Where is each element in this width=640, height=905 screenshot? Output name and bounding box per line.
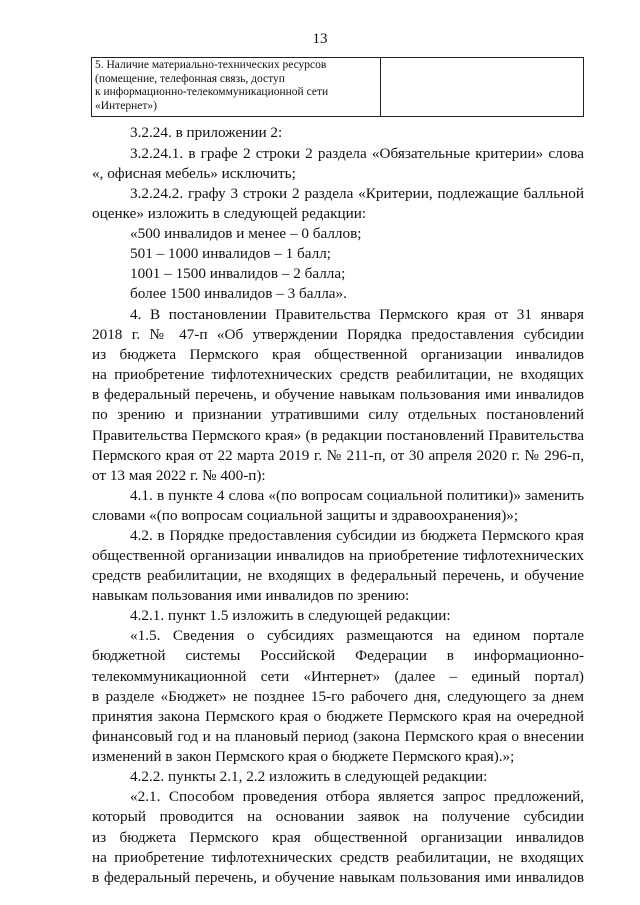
paragraph-line: 1001 – 1500 инвалидов – 2 балла; [130, 265, 346, 282]
paragraph-line: 4. В постановлении Правительства Пермского края от 31 января [130, 306, 584, 323]
paragraph-line: «1.5. Сведения о субсидиях размещаются на едином портале [130, 627, 584, 644]
paragraph-line: 501 – 1000 инвалидов – 1 балл; [130, 245, 331, 262]
paragraph-line: 3.2.24.1. в графе 2 строки 2 раздела «Обязательные критерии» слова [130, 145, 584, 162]
paragraph-line: 4.1. в пункте 4 слова «(по вопросам социальной политики)» заменить [130, 487, 584, 504]
table-cell-line: «Интернет») [95, 99, 157, 112]
table-cell-line: 5. Наличие материально-технических ресурсов [95, 59, 327, 71]
paragraph-line: в разделе «Бюджет» не позднее 15-го рабочего дня, следующего за днем [92, 688, 584, 705]
paragraph-line: «500 инвалидов и менее – 0 баллов; [130, 225, 362, 242]
paragraph-line: средств реабилитации, не входящих в федеральный перечень, и обучение [92, 567, 584, 584]
paragraph-line: навыкам пользования ими инвалидов по зрению: [92, 587, 410, 604]
table-cell-line: к информационно-телекоммуникационной сети [95, 86, 329, 98]
paragraph-line: «, офисная мебель» исключить; [92, 165, 296, 182]
table-cell-line: (помещение, телефонная связь, доступ [95, 72, 285, 85]
paragraph-line: 3.2.24.2. графу 3 строки 2 раздела «Критерии, подлежащие балльной [130, 185, 584, 202]
paragraph-line: словами «(по вопросам социальной защиты и здравоохранения)»; [92, 507, 519, 524]
table-cell-criterion [92, 58, 381, 116]
paragraph-line: по зрению и признании утратившими силу отдельных постановлений [92, 406, 584, 423]
paragraph-line: на приобретение тифлотехнических средств реабилитации, не входящих [92, 366, 584, 383]
paragraph-line: 4.2.2. пункты 2.1, 2.2 изложить в следующей редакции: [130, 768, 488, 785]
paragraph-line: в федеральный перечень, и обучение навыкам пользования ими инвалидов [92, 386, 584, 403]
paragraph-line: из бюджета Пермского края общественной организации инвалидов [92, 829, 584, 846]
paragraph-line: оценке» изложить в следующей редакции: [92, 205, 367, 222]
paragraph-line: на приобретение тифлотехнических средств реабилитации, не входящих [92, 849, 584, 866]
paragraph-line: 2018 г. № 47-п «Об утверждении Порядка предоставления субсидии [92, 326, 584, 343]
paragraph-line: финансовый год и на плановый период (закона Пермского края о внесении [92, 728, 584, 745]
paragraph-line: более 1500 инвалидов – 3 балла». [130, 285, 347, 302]
paragraph-line: 4.2.1. пункт 1.5 изложить в следующей редакции: [130, 607, 451, 624]
paragraph-line: который проводится на основании заявок на получение субсидии [92, 808, 584, 825]
paragraph-line: Правительства Пермского края» (в редакции постановлений Правительства [92, 427, 584, 444]
paragraph-line: общественной организации инвалидов на приобретение тифлотехнических [92, 547, 584, 564]
page-number: 13 [312, 31, 328, 47]
paragraph-line: «2.1. Способом проведения отбора является запрос предложений, [130, 788, 584, 805]
paragraph-line: 3.2.24. в приложении 2: [130, 124, 283, 141]
paragraph-line: Пермского края от 22 марта 2019 г. № 211-п, от 30 апреля 2020 г. № 296-п, [92, 447, 584, 464]
paragraph-line: бюджетной системы Российской Федерации в информационно- [92, 647, 584, 664]
paragraph-line: от 13 мая 2022 г. № 400-п): [92, 467, 266, 484]
paragraph-line: телекоммуникационной сети «Интернет» (далее – единый портал) [92, 668, 584, 685]
table-cell-value [381, 58, 583, 116]
criteria-table [91, 57, 584, 117]
paragraph-line: принятия закона Пермского края о бюджете Пермского края на очередной [92, 708, 584, 725]
paragraph-line: в федеральный перечень, и обучение навыкам пользования ими инвалидов [92, 869, 584, 886]
paragraph-line: 4.2. в Порядке предоставления субсидии из бюджета Пермского края [130, 527, 584, 544]
paragraph-line: изменений в закон Пермского края о бюджете Пермского края).»; [92, 748, 515, 765]
paragraph-line: из бюджета Пермского края общественной организации инвалидов [92, 346, 584, 363]
